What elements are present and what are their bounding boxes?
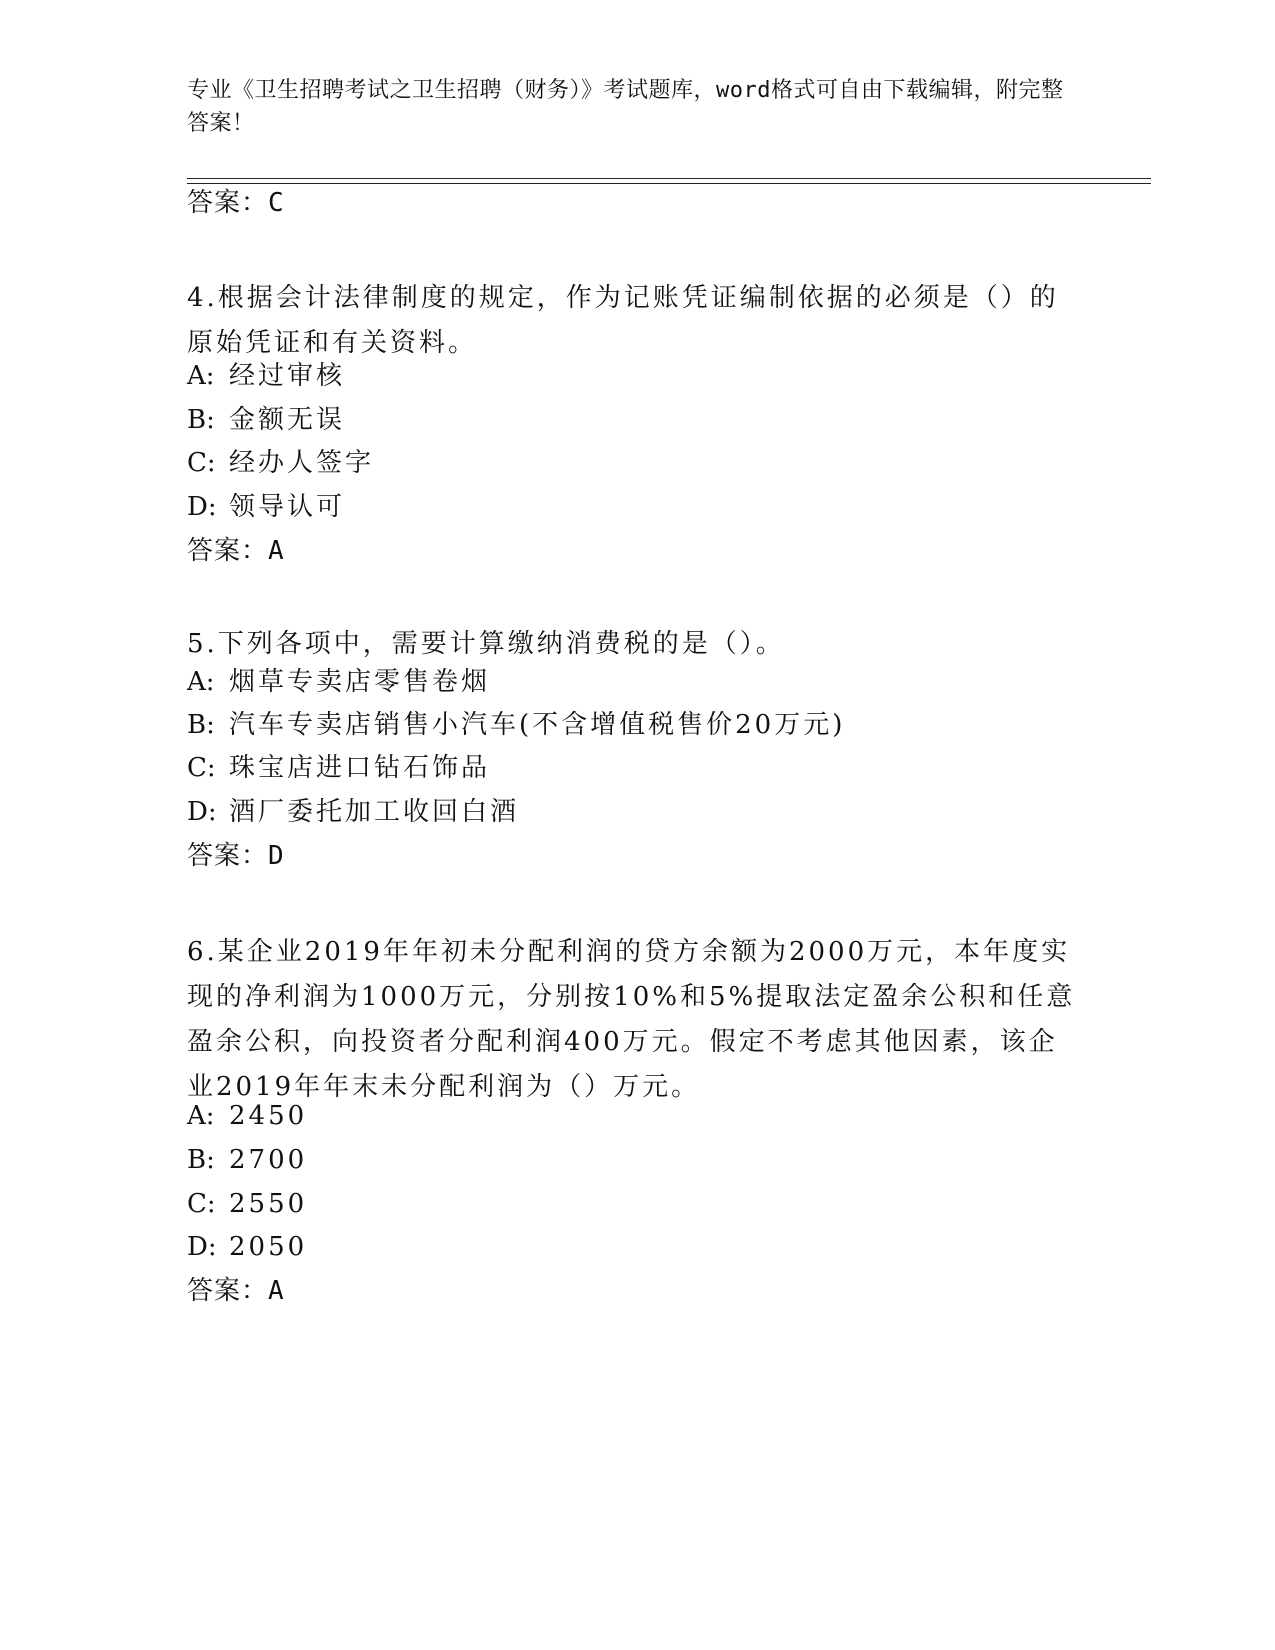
option-key: B: (187, 1145, 215, 1175)
question-6-answer (187, 1274, 285, 1308)
answer-label: 答案： (187, 188, 269, 218)
question-4-option-d (187, 490, 345, 524)
option-key: C: (187, 1189, 216, 1219)
question-5-option-a (187, 665, 490, 699)
question-4-option-c (187, 446, 374, 480)
option-key: A: (187, 667, 215, 697)
question-6-option-b (187, 1143, 307, 1177)
option-text: 烟草专卖店零售卷烟 (229, 667, 491, 697)
answer-value: A (268, 536, 285, 566)
answer-label: 答案： (187, 1276, 269, 1306)
header-rule-top (187, 178, 1151, 179)
question-5-stem: 5.下列各项中，需要计算缴纳消费税的是（）。 (187, 629, 785, 659)
question-5-option-c (187, 751, 490, 785)
question-5-answer (187, 839, 285, 873)
question-4-option-a (187, 359, 345, 393)
answer-label: 答案： (187, 841, 269, 871)
answer-value: A (268, 1276, 285, 1306)
option-text: 领导认可 (229, 492, 346, 522)
option-text: 珠宝店进口钻石饰品 (229, 753, 491, 783)
question-6-option-c (187, 1187, 307, 1221)
option-key: B: (187, 710, 215, 740)
option-text: 2700 (229, 1145, 308, 1175)
option-key: A: (187, 1101, 215, 1131)
option-text: 经过审核 (229, 361, 346, 391)
answer-label: 答案： (187, 536, 269, 566)
question-4-stem: 4.根据会计法律制度的规定，作为记账凭证编制依据的必须是（）的原始凭证和有关资料。 (187, 283, 1059, 358)
option-text: 酒厂委托加工收回白酒 (229, 797, 520, 827)
question-6-option-a (187, 1099, 307, 1133)
option-text: 2550 (229, 1189, 308, 1219)
option-text: 经办人签字 (229, 448, 375, 478)
question-6-option-d (187, 1230, 307, 1264)
option-key: D: (187, 492, 217, 522)
option-text: 汽车专卖店销售小汽车(不含增值税售价20万元) (229, 710, 846, 740)
option-key: D: (187, 797, 217, 827)
header-rule-bottom (187, 183, 1151, 184)
option-text: 2450 (229, 1101, 308, 1131)
option-key: A: (187, 361, 215, 391)
question-6-stem: 6.某企业2019年年初未分配利润的贷方余额为2000万元，本年度实现的净利润为1000万元，分别按10%和5%提取法定盈余公积和任意盈余公积，向投资者分配利润400万元。假定不考虑其他因素，该企业2019年年末未分配利润为（）万元。 (187, 937, 1076, 1102)
question-5-option-d (187, 795, 519, 829)
answer-value: C (268, 188, 285, 218)
option-key: D: (187, 1232, 217, 1262)
option-key: C: (187, 753, 216, 783)
previous-answer (187, 186, 285, 220)
question-5-option-b (187, 708, 845, 742)
option-key: B: (187, 405, 215, 435)
option-text: 金额无误 (229, 405, 346, 435)
question-4-answer (187, 534, 285, 568)
option-key: C: (187, 448, 216, 478)
question-4-option-b (187, 403, 345, 437)
answer-value: D (268, 841, 285, 871)
document-header: 专业《卫生招聘考试之卫生招聘（财务）》考试题库，word格式可自由下载编辑，附完整答案！ (187, 78, 1064, 136)
option-text: 2050 (229, 1232, 308, 1262)
